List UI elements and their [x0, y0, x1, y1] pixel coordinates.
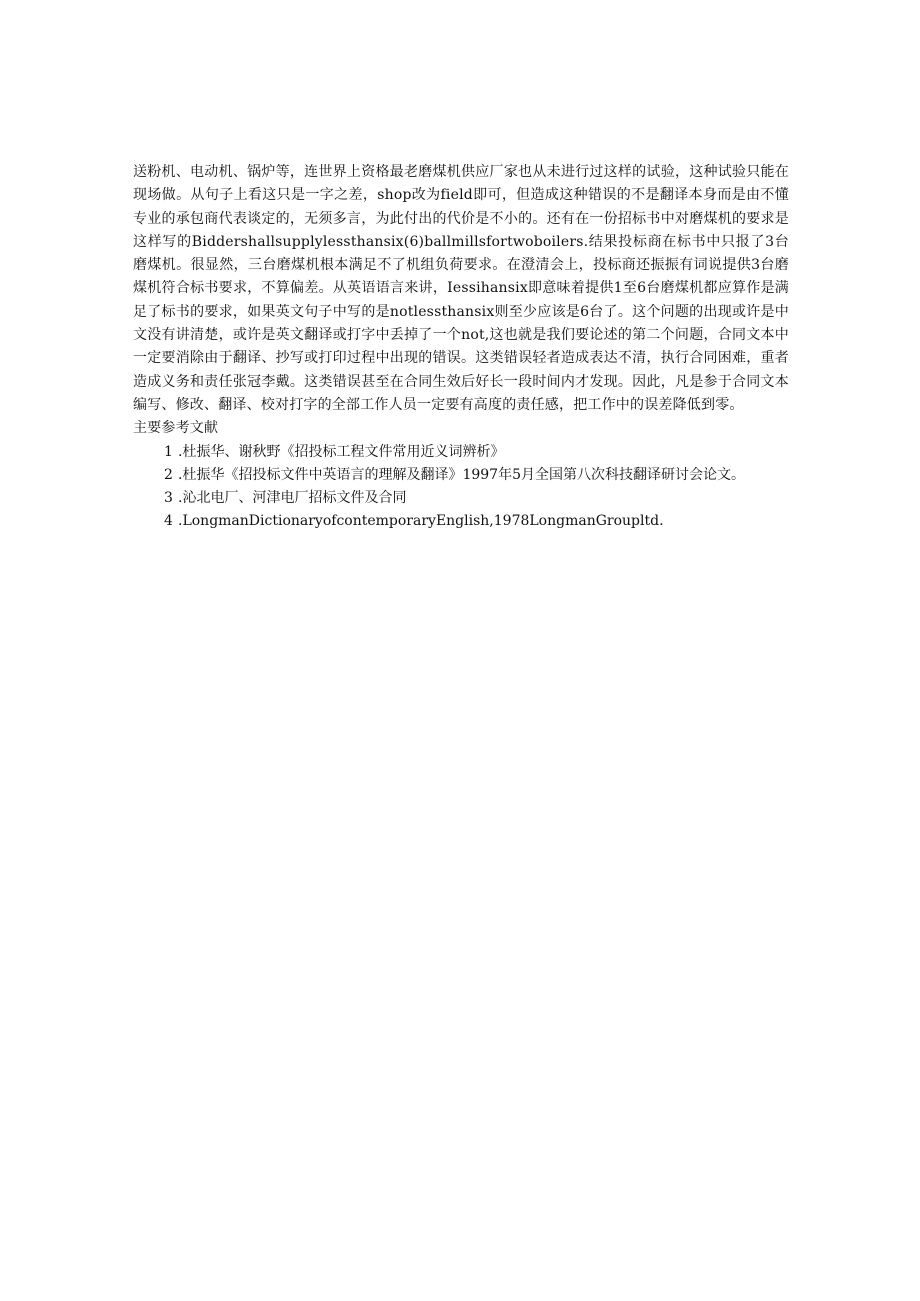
reference-number: 2	[164, 466, 173, 483]
reference-number: 1	[164, 443, 173, 460]
reference-text: .杜振华《招投标文件中英语言的理解及翻译》1997年5月全国第八次科技翻译研讨会论文。	[178, 466, 745, 483]
references-heading: 主要参考文献	[133, 420, 219, 437]
document-content	[133, 161, 789, 534]
reference-text: .杜振华、谢秋野《招投标工程文件常用近义词辨析》	[178, 443, 505, 460]
reference-number: 4	[164, 513, 173, 530]
reference-item	[133, 510, 789, 533]
reference-text: .沁北电厂、河津电厂招标文件及合同	[178, 490, 407, 507]
reference-item	[133, 441, 789, 464]
reference-text: .LongmanDictionaryofcontemporaryEnglish,1978LongmanGroupltd.	[178, 513, 664, 530]
references-list	[133, 441, 789, 534]
body-paragraph: 送粉机、电动机、锅炉等，连世界上资格最老磨煤机供应厂家也从未进行过这样的试验，这种试验只能在现场做。从句子上看这只是一字之差，shop改为field即可，但造成这种错误的不是翻译本身而是由不懂专业的承包商代表谈定的，无须多言，为此付出的代价是不小的。还有在一份招标书中对磨煤机的要求是这样写的Biddershallsupplylessthansix(6)ballmillsfortwoboilers.结果投标商在标书中只报了3台磨煤机。很显然，三台磨煤机根本满足不了机组负荷要求。在澄清会上，投标商还振振有词说提供3台磨煤机符合标书要求，不算偏差。从英语语言来讲，Iessihansix即意味着提供1至6台磨煤机都应算作是满足了标书的要求，如果英文句子中写的是notlessthansix则至少应该是6台了。这个问题的出现或许是中文没有讲清楚，或许是英文翻译或打字中丢掉了一个not,这也就是我们要论述的第二个问题，合同文本中一定要消除由于翻译、抄写或打印过程中出现的错误。这类错误轻者造成表达不清，执行合同困难，重者造成义务和责任张冠李戴。这类错误甚至在合同生效后好长一段时间内才发现。因此，凡是参于合同文本编写、修改、翻译、校对打字的全部工作人员一定要有高度的责任感，把工作中的误差降低到零。	[133, 164, 789, 413]
reference-number: 3	[164, 490, 173, 507]
reference-item	[133, 464, 789, 487]
reference-item	[133, 487, 789, 510]
